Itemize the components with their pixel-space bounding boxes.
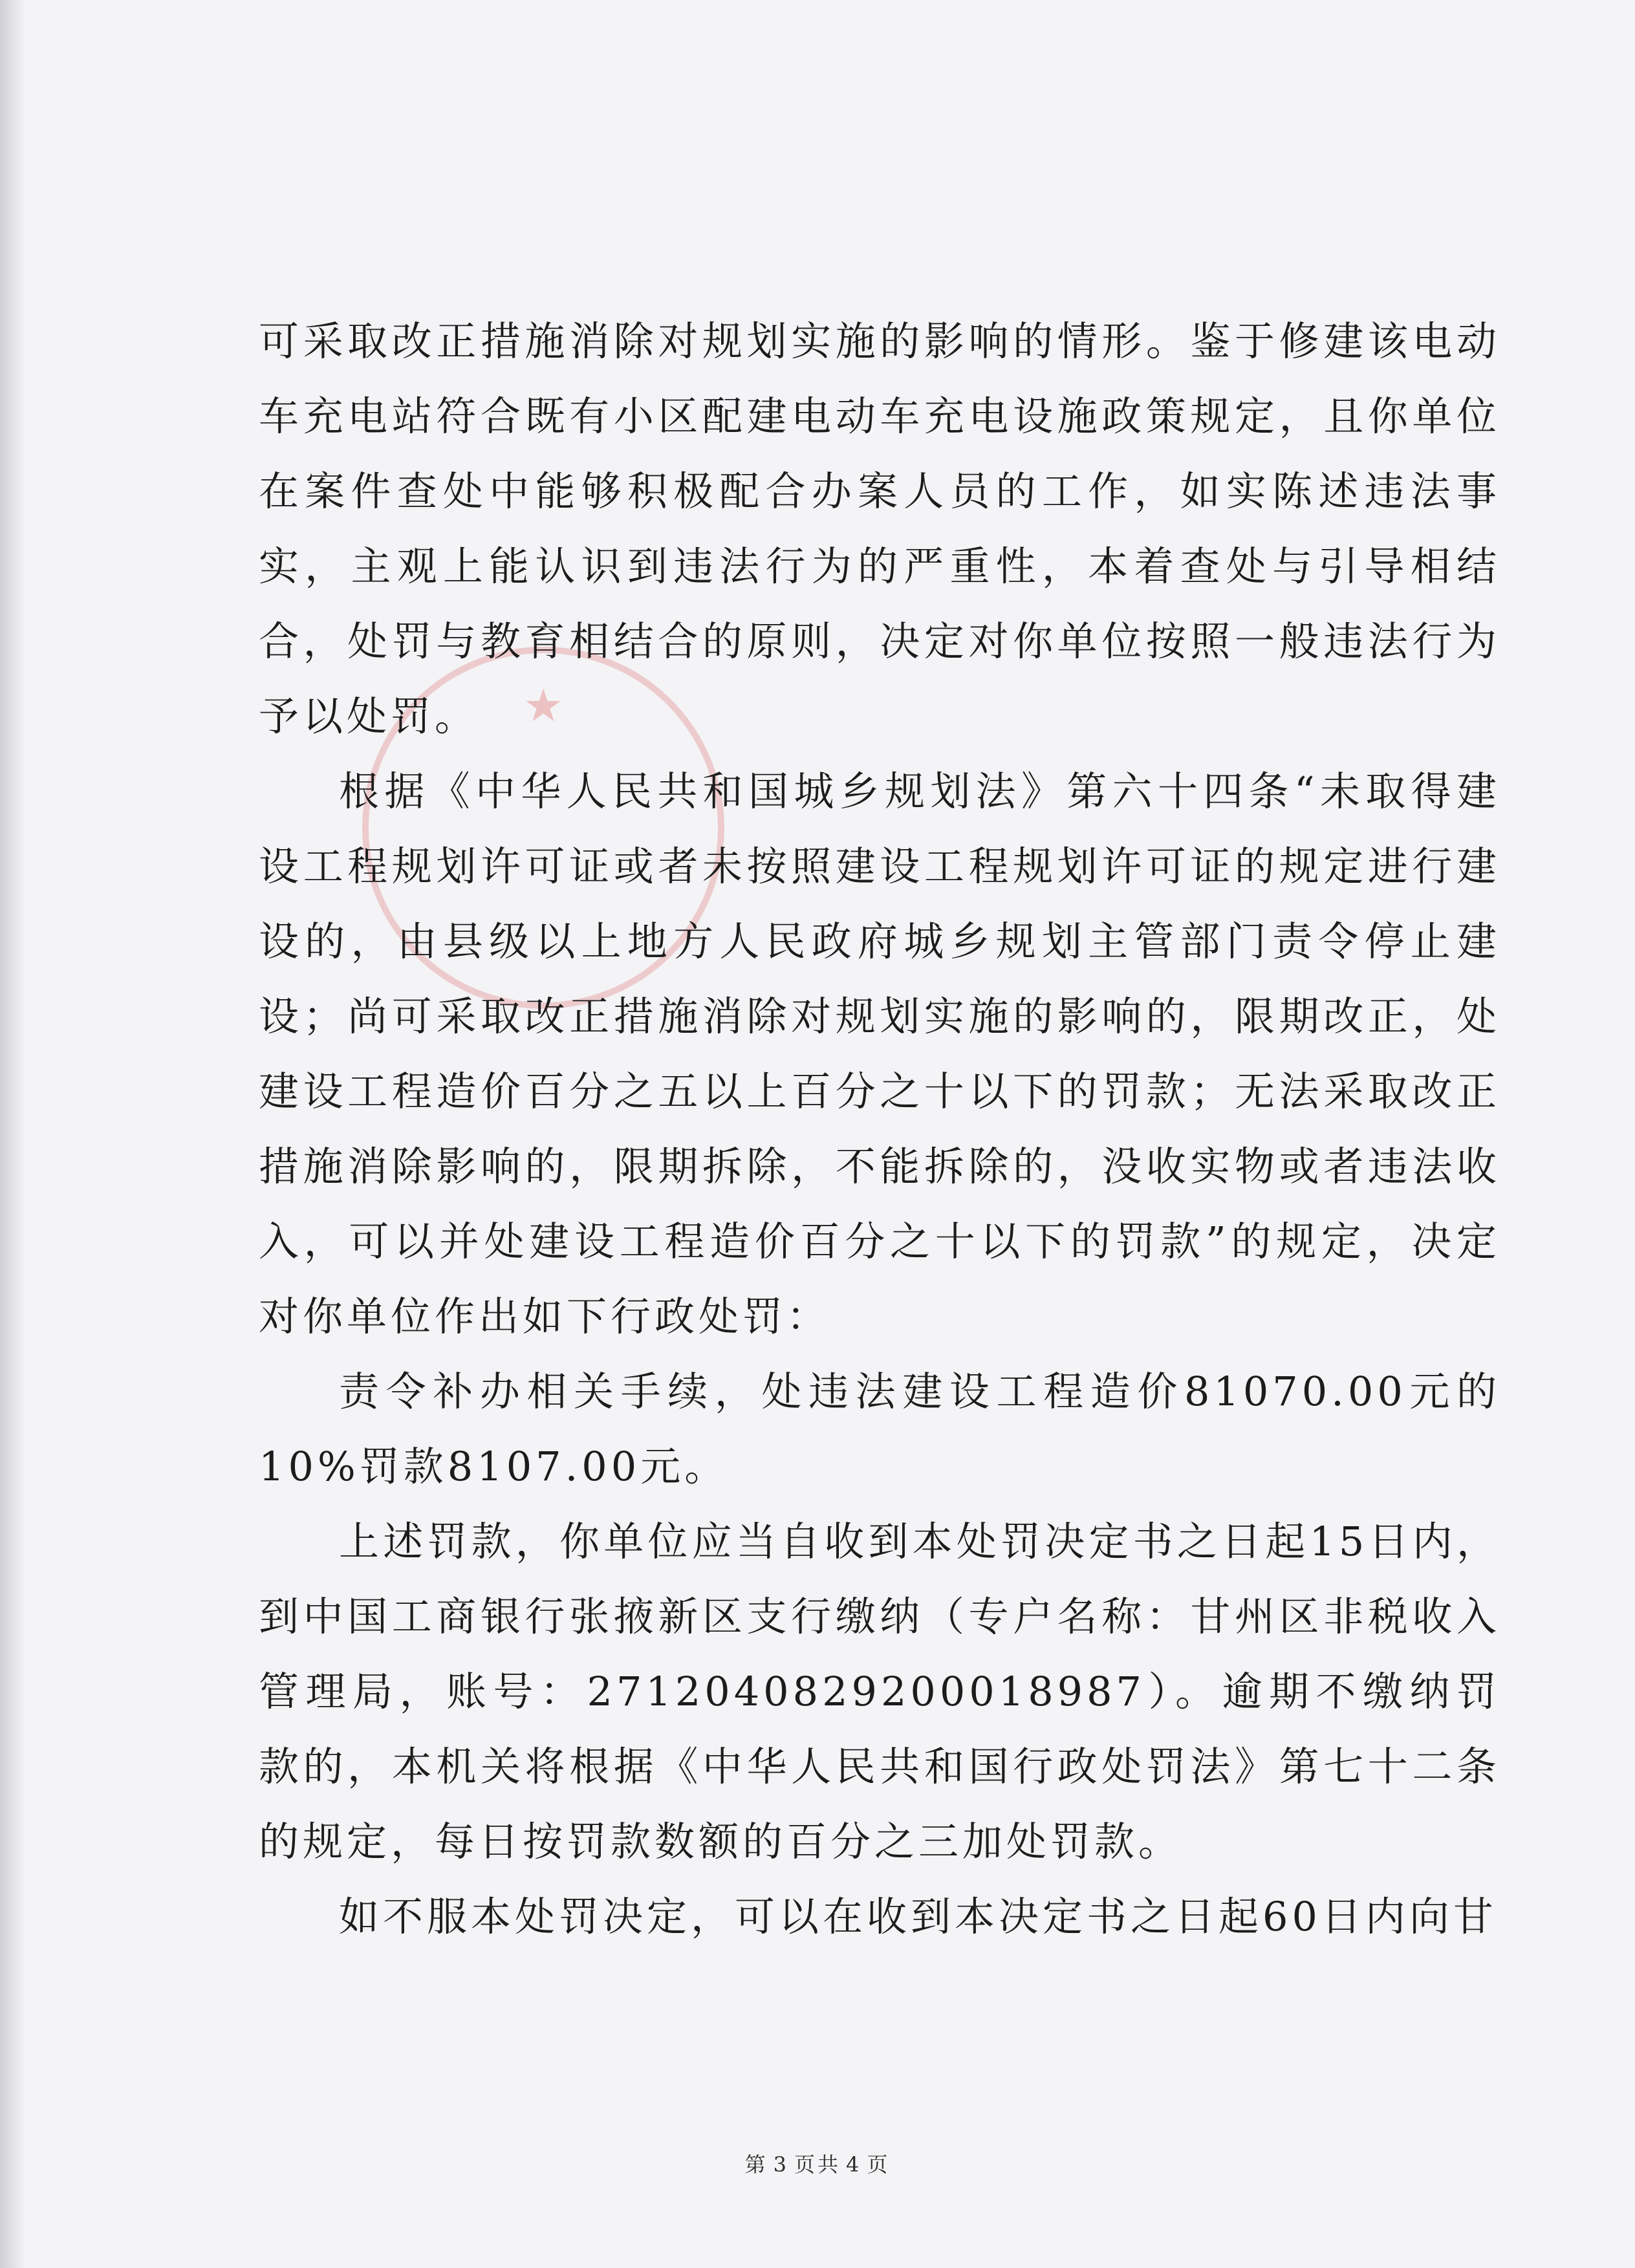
footer-suffix: 页 [867,2152,891,2177]
seal-star-icon: ★ [523,679,564,732]
paragraph-payment: 上述罚款，你单位应当自收到本处罚决定书之日起15日内，到中国工商银行张掖新区支行缴纳（专户名称：甘州区非税收入管理局，账号：2712040829200018987）。逾期不缴纳罚款的，本机关将根据《中华人民共和国行政处罚法》第七十二条的规定，每日按罚款数额的百分之三加处罚款。 [259,1518,1500,1865]
document-body [259,304,1500,1954]
current-page-number: 3 [773,2152,789,2177]
footer-middle: 页共 [794,2152,841,2177]
paragraph-mitigation: 可采取改正措施消除对规划实施的影响的情形。鉴于修建该电动车充电站符合既有小区配建电动车充电设施政策规定，且你单位在案件查处中能够积极配合办案人员的工作，如实陈述违法事实，主观上能认识到违法行为的严重性，本着查处与引导相结合，处罚与教育相结合的原则，决定对你单位按照一般违法行为予以处罚。 [259,318,1500,740]
paragraph-penalty: 责令补办相关手续，处违法建设工程造价81070.00元的10%罚款8107.00元。 [259,1368,1500,1490]
page-footer [0,2148,1635,2178]
footer-prefix: 第 [744,2152,768,2177]
page-edge-shadow [0,0,26,2268]
total-page-number: 4 [846,2152,862,2177]
paragraph-legal-basis: 根据《中华人民共和国城乡规划法》第六十四条“未取得建设工程规划许可证或者未按照建设工程规划许可证的规定进行建设的，由县级以上地方人民政府城乡规划主管部门责令停止建设；尚可采取改正措施消除对规划实施的影响的，限期改正，处建设工程造价百分之五以上百分之十以下的罚款；无法采取改正措施消除影响的，限期拆除，不能拆除的，没收实物或者违法收入，可以并处建设工程造价百分之十以下的罚款”的规定，决定对你单位作出如下行政处罚： [259,768,1500,1340]
paragraph-appeal: 如不服本处罚决定，可以在收到本决定书之日起60日内向甘 [339,1893,1497,1940]
